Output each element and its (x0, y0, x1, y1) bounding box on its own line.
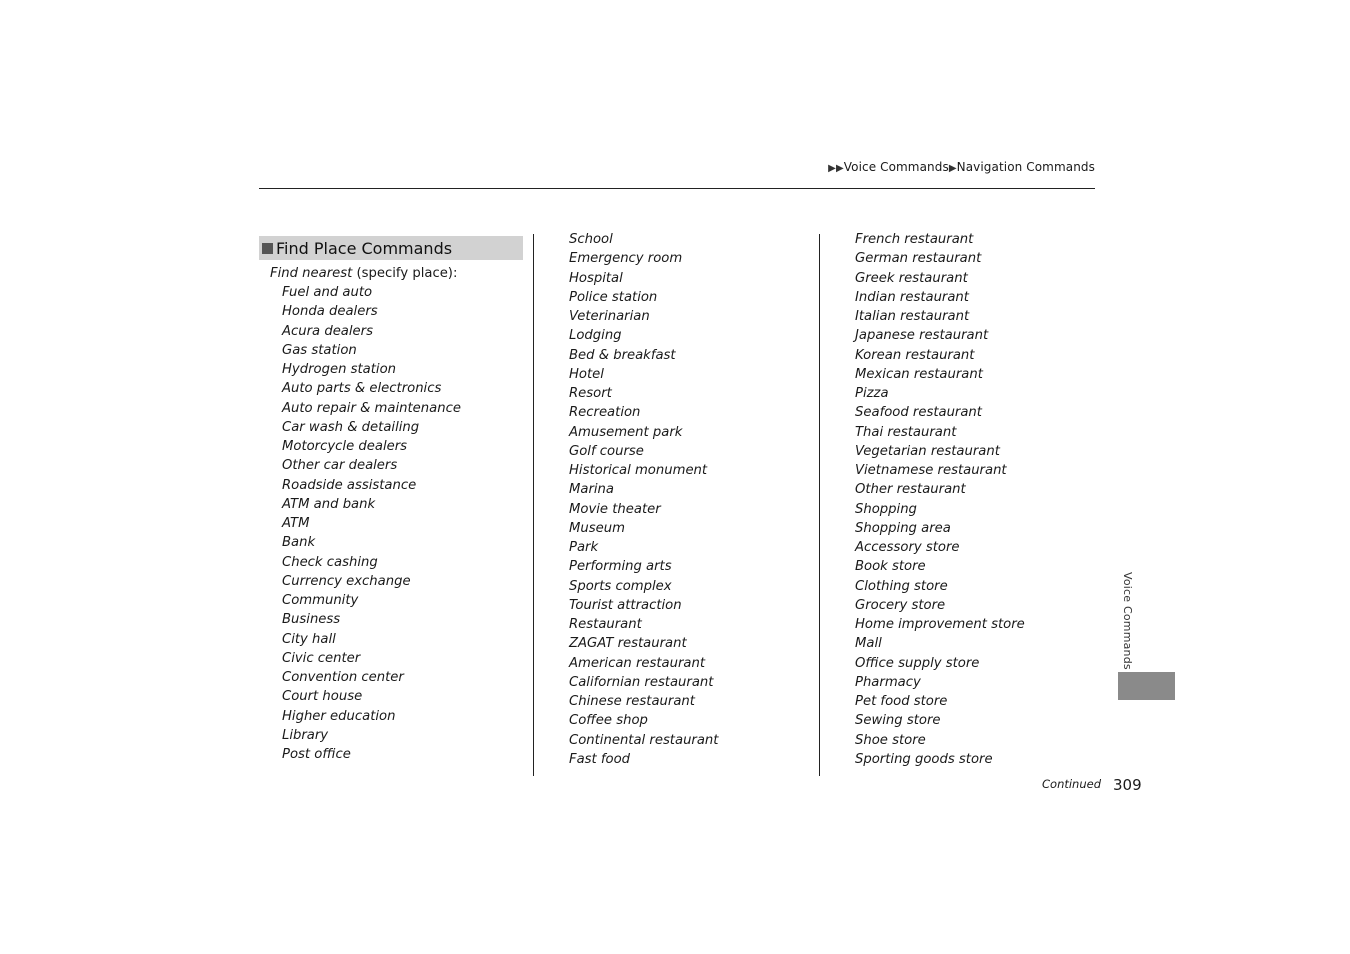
command-list-left (282, 283, 461, 764)
command-item: Roadside assistance (282, 477, 417, 493)
command-item: ATM and bank (282, 496, 376, 512)
command-item: Acura dealers (282, 323, 373, 339)
command-item: Fast food (569, 751, 631, 767)
command-item: Veterinarian (569, 309, 650, 324)
command-item: Civic center (282, 650, 361, 666)
command-item: Pizza (855, 386, 889, 401)
command-item: Honda dealers (282, 304, 378, 320)
command-item: Golf course (569, 443, 644, 459)
command-item: Police station (569, 289, 658, 305)
command-item: Shopping (855, 501, 917, 517)
column-divider (819, 234, 820, 776)
section-title: Find Place Commands (276, 238, 453, 258)
command-item: Sewing store (855, 713, 941, 729)
command-item: Coffee shop (569, 713, 648, 729)
command-item: Auto parts & electronics (282, 381, 442, 397)
command-item: Park (569, 540, 599, 555)
intro-line (270, 264, 457, 283)
command-item: Post office (282, 747, 351, 762)
command-item: Office supply store (855, 655, 980, 671)
command-list-right (855, 230, 1025, 769)
command-item: Seafood restaurant (855, 405, 982, 421)
column-divider (533, 234, 534, 776)
command-item: Mexican restaurant (855, 366, 983, 382)
command-item: Clothing store (855, 578, 948, 594)
command-item: Sports complex (569, 578, 672, 594)
command-item: Italian restaurant (855, 309, 970, 324)
command-item: Book store (855, 559, 926, 575)
command-item: Greek restaurant (855, 270, 968, 286)
command-item: Bank (282, 535, 316, 551)
breadcrumb (828, 160, 1095, 174)
square-bullet-icon (262, 243, 273, 254)
double-arrow-icon: ▶▶ (828, 163, 844, 174)
command-item: Auto repair & maintenance (282, 400, 461, 416)
command-item: Fuel and auto (282, 285, 373, 300)
breadcrumb-subsection: Navigation Commands (956, 160, 1095, 174)
command-item: Recreation (569, 405, 641, 421)
command-item: Mall (855, 636, 882, 652)
command-item: Gas station (282, 342, 357, 358)
command-list-middle (569, 230, 718, 769)
command-item: Performing arts (569, 559, 672, 575)
command-item: Convention center (282, 670, 404, 685)
command-item: Hotel (569, 366, 604, 382)
command-item: Marina (569, 482, 614, 498)
command-item: Tourist attraction (569, 597, 682, 613)
command-item: Thai restaurant (855, 424, 957, 440)
side-tab (1118, 672, 1175, 700)
command-item: Pharmacy (855, 674, 921, 690)
command-item: Pet food store (855, 694, 948, 709)
command-item: Amusement park (569, 424, 683, 440)
command-item: Continental restaurant (569, 732, 719, 748)
command-item: Shoe store (855, 732, 926, 748)
command-item: Bed & breakfast (569, 347, 676, 363)
command-item: City hall (282, 631, 336, 647)
command-item: Emergency room (569, 251, 683, 267)
command-item: Higher education (282, 708, 396, 724)
command-item: Vegetarian restaurant (855, 443, 1000, 459)
command-item: Car wash & detailing (282, 419, 420, 435)
command-item: Motorcycle dealers (282, 439, 408, 454)
command-item: Community (282, 593, 359, 608)
command-item: ZAGAT restaurant (569, 636, 687, 652)
header-rule (259, 188, 1095, 189)
command-item: Library (282, 727, 329, 743)
command-item: Japanese restaurant (855, 328, 989, 344)
command-item: Californian restaurant (569, 674, 714, 690)
intro-suffix: (specify place): (352, 266, 458, 281)
command-item: Currency exchange (282, 573, 411, 589)
intro-command: Find nearest (270, 266, 353, 281)
command-item: Court house (282, 689, 363, 705)
command-item: Business (282, 612, 341, 628)
command-item: Movie theater (569, 501, 661, 517)
command-item: Lodging (569, 328, 622, 344)
command-item: Korean restaurant (855, 347, 975, 363)
command-item: Vietnamese restaurant (855, 463, 1007, 478)
command-item: German restaurant (855, 251, 982, 267)
command-item: Home improvement store (855, 617, 1025, 632)
command-item: Resort (569, 386, 612, 401)
command-item: Other car dealers (282, 458, 398, 474)
command-item: Historical monument (569, 463, 708, 478)
breadcrumb-section: Voice Commands (843, 160, 949, 174)
command-item: Restaurant (569, 617, 642, 632)
page-number: 309 (1113, 776, 1142, 794)
side-tab-label: Voice Commands (1121, 572, 1134, 670)
command-item: Other restaurant (855, 482, 966, 498)
command-item: Check cashing (282, 554, 378, 570)
command-item: American restaurant (569, 655, 705, 671)
command-item: School (569, 232, 613, 247)
command-item: ATM (282, 516, 310, 531)
command-item: Hydrogen station (282, 362, 396, 377)
section-heading (259, 236, 523, 260)
command-item: Chinese restaurant (569, 694, 695, 709)
command-item: Museum (569, 520, 625, 536)
command-item: Indian restaurant (855, 289, 969, 305)
command-item: Shopping area (855, 520, 951, 536)
command-item: Grocery store (855, 597, 946, 613)
command-item: Hospital (569, 270, 623, 286)
continued-note: Continued (1042, 777, 1102, 791)
command-item: French restaurant (855, 232, 974, 247)
command-item: Sporting goods store (855, 751, 993, 767)
arrow-icon: ▶ (948, 163, 957, 174)
command-item: Accessory store (855, 540, 960, 555)
